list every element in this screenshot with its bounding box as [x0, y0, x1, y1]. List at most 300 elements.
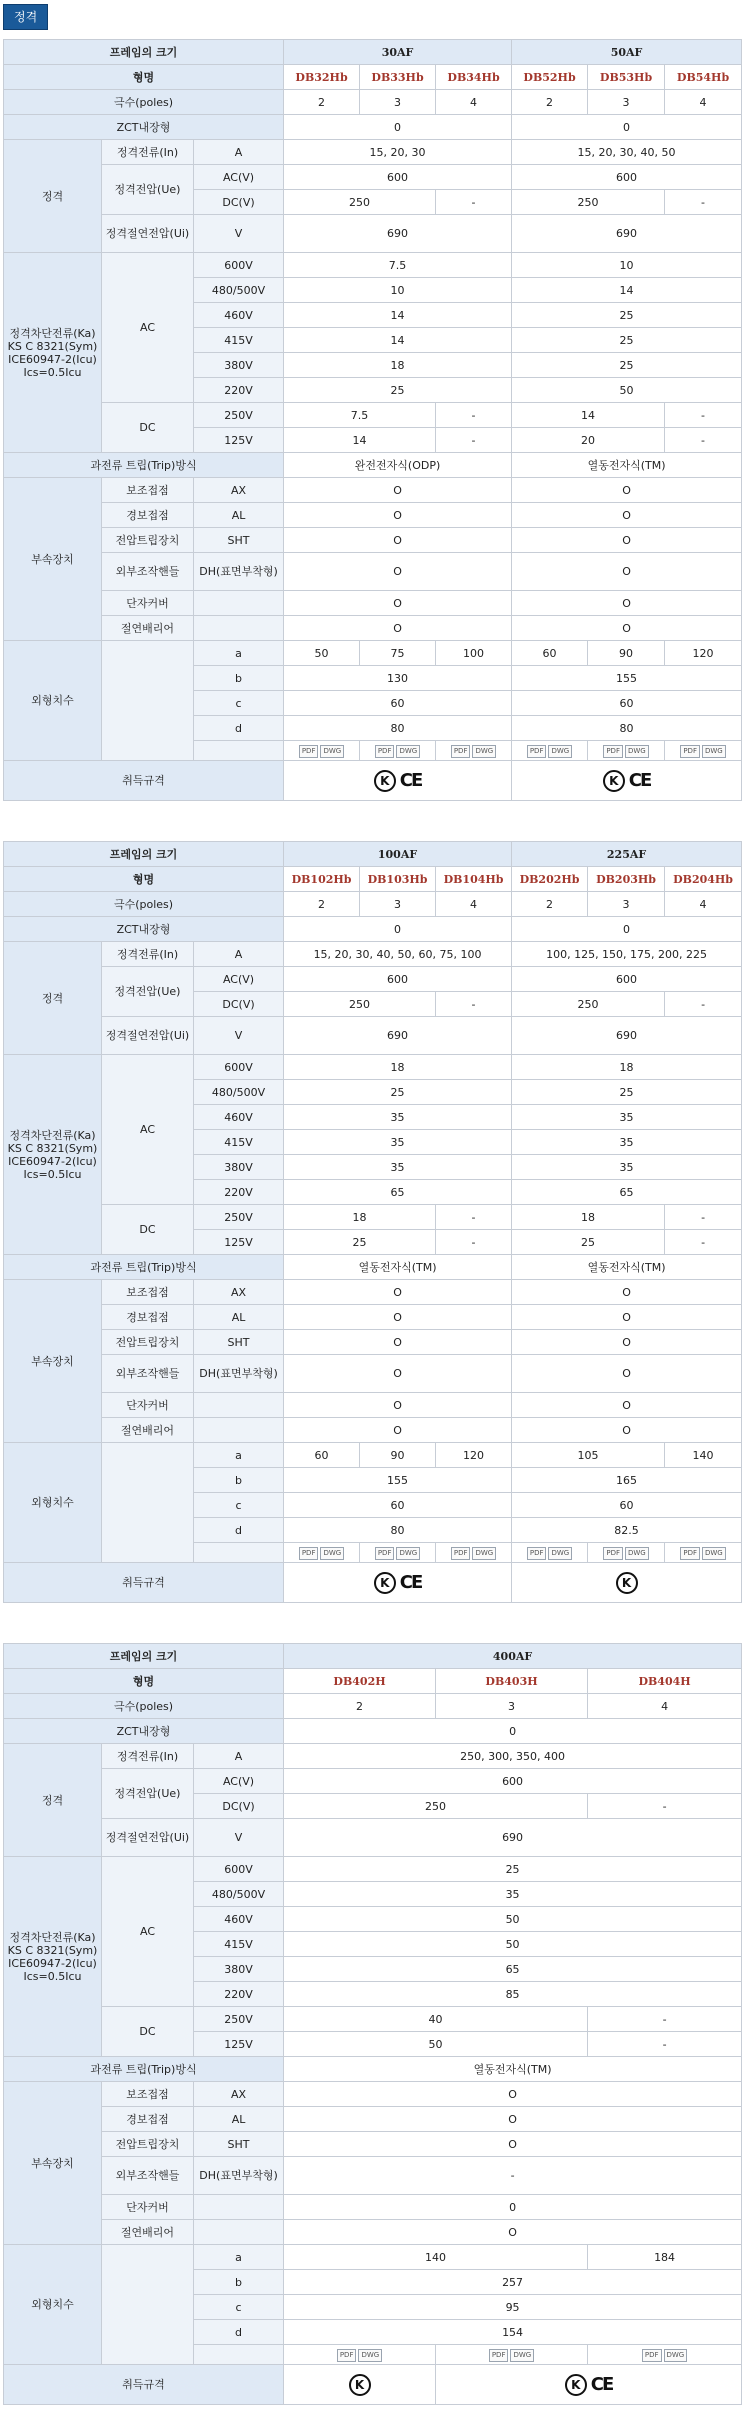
rated-current-value: 15, 20, 30: [284, 140, 512, 165]
dim-a-value: 140: [665, 1443, 742, 1468]
ac-breaking-value: 10: [512, 253, 742, 278]
external-handle-label: 외부조작핸들: [102, 1355, 194, 1393]
terminal-cover-label: 단자커버: [102, 591, 194, 616]
dash: -: [665, 428, 742, 453]
certification-marks: [284, 761, 512, 801]
accessory-value: O: [284, 478, 512, 503]
dim-b-label: b: [194, 2270, 284, 2295]
rated-current-value: 15, 20, 30, 40, 50: [512, 140, 742, 165]
dc-label: DC: [102, 1205, 194, 1255]
dc-breaking-value: 14: [284, 428, 436, 453]
dimensions-label: 외형치수: [4, 1443, 102, 1563]
external-handle-label: 외부조작핸들: [102, 553, 194, 591]
dwg-download-link[interactable]: DWG: [702, 745, 726, 758]
dwg-download-link[interactable]: DWG: [548, 745, 572, 758]
ac-breaking-value: 65: [284, 1180, 512, 1205]
volt-600: 600V: [194, 253, 284, 278]
dwg-download-link[interactable]: DWG: [472, 745, 496, 758]
empty-cell: [194, 1418, 284, 1443]
dash: -: [665, 190, 742, 215]
dim-a-value: 60: [512, 641, 588, 666]
pdf-download-link[interactable]: PDF: [603, 745, 623, 758]
accessory-value: O: [512, 616, 742, 641]
spec-table-30af-50af: [3, 39, 742, 801]
empty-cell: [102, 641, 194, 761]
rated-current-value: 15, 20, 30, 40, 50, 60, 75, 100: [284, 942, 512, 967]
ce-mark-icon: CE: [628, 770, 651, 791]
code-al: AL: [194, 2107, 284, 2132]
alarm-contact-label: 경보접점: [102, 503, 194, 528]
accessory-value: O: [284, 591, 512, 616]
zct-label: ZCT내장형: [4, 115, 284, 140]
external-handle-label: 외부조작핸들: [102, 2157, 194, 2195]
dwg-download-link[interactable]: DWG: [510, 2349, 534, 2362]
ac-breaking-value: 18: [284, 353, 512, 378]
dc-breaking-value: 20: [512, 428, 665, 453]
ac-breaking-value: 35: [512, 1130, 742, 1155]
poles-label: 극수(poles): [4, 90, 284, 115]
accessory-value: O: [512, 1393, 742, 1418]
pdf-download-link[interactable]: PDF: [299, 1547, 319, 1560]
dim-a-value: 100: [436, 641, 512, 666]
dwg-download-link[interactable]: DWG: [320, 1547, 344, 1560]
zct-value: 0: [512, 917, 742, 942]
pdf-download-link[interactable]: PDF: [375, 745, 395, 758]
unit-a: A: [194, 140, 284, 165]
dash: -: [588, 2007, 742, 2032]
dim-c-value: 60: [284, 691, 512, 716]
aux-contact-label: 보조접점: [102, 478, 194, 503]
ac-label: AC: [102, 1055, 194, 1205]
rated-voltage-label: 정격전압(Ue): [102, 165, 194, 215]
poles-value: 3: [360, 90, 436, 115]
dim-b-label: b: [194, 1468, 284, 1493]
accessory-value: O: [284, 1393, 512, 1418]
frame-400af: 400AF: [284, 1644, 742, 1669]
dim-c-value: 60: [284, 1493, 512, 1518]
code-al: AL: [194, 503, 284, 528]
accessory-value: O: [284, 1418, 512, 1443]
insulation-barrier-label: 절연배리어: [102, 2220, 194, 2245]
dim-b-value: 155: [284, 1468, 512, 1493]
accessory-value: O: [512, 553, 742, 591]
ks-mark-icon: K: [349, 2374, 371, 2396]
poles-label: 극수(poles): [4, 892, 284, 917]
model-db402h: DB402H: [284, 1669, 436, 1694]
pdf-download-link[interactable]: PDF: [451, 1547, 471, 1560]
dim-c-value: 60: [512, 1493, 742, 1518]
dwg-download-link[interactable]: DWG: [320, 745, 344, 758]
dwg-download-link[interactable]: DWG: [472, 1547, 496, 1560]
volt-415: 415V: [194, 1932, 284, 1957]
accessory-value: 0: [284, 2195, 742, 2220]
unit-v: V: [194, 1017, 284, 1055]
pdf-download-link[interactable]: PDF: [642, 2349, 662, 2362]
poles-value: 2: [284, 1694, 436, 1719]
trip-method-label: 과전류 트립(Trip)방식: [4, 453, 284, 478]
accessory-value: O: [284, 2220, 742, 2245]
volt-220: 220V: [194, 1982, 284, 2007]
pdf-download-link[interactable]: PDF: [489, 2349, 509, 2362]
code-dh: DH(표면부착형): [194, 2157, 284, 2195]
poles-value: 4: [588, 1694, 742, 1719]
ks-mark-icon: K: [374, 1572, 396, 1594]
ac-breaking-value: 35: [284, 1882, 742, 1907]
insulation-barrier-label: 절연배리어: [102, 616, 194, 641]
volt-220: 220V: [194, 378, 284, 403]
download-cell: [436, 2345, 588, 2365]
volt-380: 380V: [194, 1155, 284, 1180]
dash: -: [588, 1794, 742, 1819]
accessory-value: O: [284, 616, 512, 641]
ac-breaking-value: 25: [284, 1080, 512, 1105]
dim-a-value: 184: [588, 2245, 742, 2270]
empty-cell: [102, 1443, 194, 1563]
download-cell: [284, 741, 360, 761]
accessory-value: O: [512, 1305, 742, 1330]
accessories-label: 부속장치: [4, 478, 102, 641]
ac-breaking-value: 35: [284, 1130, 512, 1155]
accessory-value: O: [284, 1355, 512, 1393]
volt-480: 480/500V: [194, 1882, 284, 1907]
ce-mark-icon: CE: [590, 2374, 613, 2395]
certification-label: 취득규격: [4, 1563, 284, 1603]
trip-method-label: 과전류 트립(Trip)방식: [4, 1255, 284, 1280]
volt-415: 415V: [194, 1130, 284, 1155]
dash: -: [665, 992, 742, 1017]
certification-marks: [284, 2365, 436, 2405]
ks-standard: KS C 8321(Sym): [7, 339, 98, 353]
pdf-download-link[interactable]: PDF: [603, 1547, 623, 1560]
dc-breaking-value: 25: [284, 1230, 436, 1255]
download-cell: [284, 1543, 360, 1563]
dash: -: [436, 1205, 512, 1230]
rated-voltage-value: 600: [512, 967, 742, 992]
dim-a-label: a: [194, 1443, 284, 1468]
dwg-download-link[interactable]: DWG: [702, 1547, 726, 1560]
zct-value: 0: [284, 917, 512, 942]
volt-600: 600V: [194, 1055, 284, 1080]
dwg-download-link[interactable]: DWG: [396, 1547, 420, 1560]
ac-label: AC: [102, 1857, 194, 2007]
spec-table-400af: [3, 1643, 742, 2405]
dc-breaking-value: 50: [284, 2032, 588, 2057]
dimensions-label: 외형치수: [4, 2245, 102, 2365]
model-db53hb: DB53Hb: [588, 65, 665, 90]
ks-standard: KS C 8321(Sym): [7, 1943, 98, 1957]
poles-value: 2: [284, 892, 360, 917]
accessory-value: O: [284, 503, 512, 528]
poles-value: 3: [588, 90, 665, 115]
volt-125: 125V: [194, 428, 284, 453]
dim-a-value: 50: [284, 641, 360, 666]
trip-method-value: 완전전자식(ODP): [284, 453, 512, 478]
ac-breaking-value: 25: [284, 378, 512, 403]
poles-value: 4: [436, 892, 512, 917]
poles-value: 2: [512, 90, 588, 115]
insulation-voltage-value: 690: [284, 1017, 512, 1055]
download-cell: [360, 741, 436, 761]
dim-b-value: 165: [512, 1468, 742, 1493]
model-db204hb: DB204Hb: [665, 867, 742, 892]
trip-method-value: 열동전자식(TM): [512, 1255, 742, 1280]
dim-b-value: 130: [284, 666, 512, 691]
dwg-download-link[interactable]: DWG: [548, 1547, 572, 1560]
dwg-download-link[interactable]: DWG: [664, 2349, 688, 2362]
download-cell: [665, 1543, 742, 1563]
accessory-value: O: [284, 1280, 512, 1305]
dash: -: [665, 1205, 742, 1230]
dim-d-value: 80: [284, 716, 512, 741]
insulation-voltage-label: 정격절연전압(Ui): [102, 1819, 194, 1857]
accessory-value: O: [512, 503, 742, 528]
unit-dc-v: DC(V): [194, 1794, 284, 1819]
dc-breaking-value: 14: [512, 403, 665, 428]
model-db202hb: DB202Hb: [512, 867, 588, 892]
pdf-download-link[interactable]: PDF: [375, 1547, 395, 1560]
iec-standard: ICE60947-2(Icu): [8, 1956, 97, 1970]
accessory-value: O: [284, 1330, 512, 1355]
code-sht: SHT: [194, 1330, 284, 1355]
accessory-value: O: [284, 2132, 742, 2157]
code-al: AL: [194, 1305, 284, 1330]
unit-a: A: [194, 942, 284, 967]
dim-d-value: 82.5: [512, 1518, 742, 1543]
insulation-barrier-label: 절연배리어: [102, 1418, 194, 1443]
dim-d-label: d: [194, 1518, 284, 1543]
trip-method-label: 과전류 트립(Trip)방식: [4, 2057, 284, 2082]
code-sht: SHT: [194, 528, 284, 553]
breaking-current-label: [4, 253, 102, 453]
dim-b-value: 155: [512, 666, 742, 691]
dim-d-value: 154: [284, 2320, 742, 2345]
dash: -: [436, 190, 512, 215]
insulation-voltage-value: 690: [512, 1017, 742, 1055]
download-cell: [665, 741, 742, 761]
ac-breaking-value: 14: [512, 278, 742, 303]
volt-250: 250V: [194, 2007, 284, 2032]
frame-50af: 50AF: [512, 40, 742, 65]
poles-value: 3: [436, 1694, 588, 1719]
breaking-current-title: 정격차단전류(Ka): [9, 326, 96, 340]
ks-mark-icon: K: [565, 2374, 587, 2396]
dc-voltage-value: 250: [284, 992, 436, 1017]
download-cell: [588, 741, 665, 761]
ics-note: Ics=0.5Icu: [23, 1969, 82, 1983]
ce-mark-icon: CE: [399, 770, 422, 791]
ac-breaking-value: 7.5: [284, 253, 512, 278]
dimensions-label: 외형치수: [4, 641, 102, 761]
ac-breaking-value: 65: [512, 1180, 742, 1205]
rated-current-value: 250, 300, 350, 400: [284, 1744, 742, 1769]
pdf-download-link[interactable]: PDF: [527, 1547, 547, 1560]
terminal-cover-label: 단자커버: [102, 1393, 194, 1418]
insulation-voltage-value: 690: [284, 1819, 742, 1857]
dim-a-value: 90: [588, 641, 665, 666]
rated-voltage-value: 600: [284, 165, 512, 190]
model-db34hb: DB34Hb: [436, 65, 512, 90]
dc-breaking-value: 7.5: [284, 403, 436, 428]
volt-250: 250V: [194, 1205, 284, 1230]
pdf-download-link[interactable]: PDF: [299, 745, 319, 758]
unit-dc-v: DC(V): [194, 190, 284, 215]
empty-cell: [194, 591, 284, 616]
dim-a-value: 140: [284, 2245, 588, 2270]
frame-size-label: 프레임의 크기: [4, 1644, 284, 1669]
breaking-current-label: [4, 1857, 102, 2057]
ac-breaking-value: 10: [284, 278, 512, 303]
ac-breaking-value: 35: [284, 1105, 512, 1130]
dim-d-value: 80: [512, 716, 742, 741]
ac-breaking-value: 50: [512, 378, 742, 403]
empty-cell: [194, 616, 284, 641]
poles-label: 극수(poles): [4, 1694, 284, 1719]
shunt-trip-label: 전압트립장치: [102, 528, 194, 553]
download-cell: [284, 2345, 436, 2365]
ac-breaking-value: 50: [284, 1932, 742, 1957]
empty-cell: [194, 2195, 284, 2220]
frame-225af: 225AF: [512, 842, 742, 867]
poles-value: 4: [436, 90, 512, 115]
volt-480: 480/500V: [194, 278, 284, 303]
volt-125: 125V: [194, 1230, 284, 1255]
certification-label: 취득규격: [4, 761, 284, 801]
ac-breaking-value: 35: [512, 1155, 742, 1180]
download-cell: [588, 2345, 742, 2365]
certification-label: 취득규격: [4, 2365, 284, 2405]
zct-label: ZCT내장형: [4, 1719, 284, 1744]
empty-cell: [194, 2345, 284, 2365]
dim-a-value: 120: [436, 1443, 512, 1468]
dc-breaking-value: 18: [284, 1205, 436, 1230]
download-cell: [512, 741, 588, 761]
volt-125: 125V: [194, 2032, 284, 2057]
dwg-download-link[interactable]: DWG: [396, 745, 420, 758]
accessory-value: -: [284, 2157, 742, 2195]
model-db102hb: DB102Hb: [284, 867, 360, 892]
accessory-value: O: [512, 591, 742, 616]
download-cell: [512, 1543, 588, 1563]
ac-breaking-value: 25: [512, 303, 742, 328]
certification-marks: [436, 2365, 742, 2405]
iec-standard: ICE60947-2(Icu): [8, 352, 97, 366]
accessory-value: O: [284, 1305, 512, 1330]
download-cell: [588, 1543, 665, 1563]
dim-a-value: 105: [512, 1443, 665, 1468]
dc-voltage-value: 250: [284, 190, 436, 215]
accessory-value: O: [512, 528, 742, 553]
accessory-value: O: [512, 1280, 742, 1305]
volt-600: 600V: [194, 1857, 284, 1882]
trip-method-value: 열동전자식(TM): [512, 453, 742, 478]
ac-breaking-value: 35: [512, 1105, 742, 1130]
dim-a-label: a: [194, 2245, 284, 2270]
trip-method-value: 열동전자식(TM): [284, 2057, 742, 2082]
unit-a: A: [194, 1744, 284, 1769]
zct-value: 0: [284, 115, 512, 140]
code-ax: AX: [194, 2082, 284, 2107]
accessory-value: O: [512, 478, 742, 503]
aux-contact-label: 보조접점: [102, 1280, 194, 1305]
unit-dc-v: DC(V): [194, 992, 284, 1017]
pdf-download-link[interactable]: PDF: [680, 745, 700, 758]
poles-value: 4: [665, 90, 742, 115]
volt-220: 220V: [194, 1180, 284, 1205]
code-dh: DH(표면부착형): [194, 1355, 284, 1393]
dim-c-label: c: [194, 1493, 284, 1518]
ics-note: Ics=0.5Icu: [23, 365, 82, 379]
ac-breaking-value: 25: [284, 1857, 742, 1882]
pdf-download-link[interactable]: PDF: [451, 745, 471, 758]
model-db52hb: DB52Hb: [512, 65, 588, 90]
rating-label: 정격: [4, 942, 102, 1055]
accessory-value: O: [284, 2082, 742, 2107]
dwg-download-link[interactable]: DWG: [625, 745, 649, 758]
rated-current-label: 정격전류(In): [102, 942, 194, 967]
ac-label: AC: [102, 253, 194, 403]
zct-value: 0: [284, 1719, 742, 1744]
ac-breaking-value: 35: [284, 1155, 512, 1180]
empty-cell: [194, 2220, 284, 2245]
dim-d-label: d: [194, 716, 284, 741]
dwg-download-link[interactable]: DWG: [625, 1547, 649, 1560]
empty-cell: [194, 741, 284, 761]
code-ax: AX: [194, 478, 284, 503]
dc-voltage-value: 250: [284, 1794, 588, 1819]
model-db54hb: DB54Hb: [665, 65, 742, 90]
pdf-download-link[interactable]: PDF: [680, 1547, 700, 1560]
zct-label: ZCT내장형: [4, 917, 284, 942]
volt-380: 380V: [194, 353, 284, 378]
ks-mark-icon: K: [603, 770, 625, 792]
model-db404h: DB404H: [588, 1669, 742, 1694]
accessory-value: O: [284, 553, 512, 591]
dim-d-value: 80: [284, 1518, 512, 1543]
rating-label: 정격: [4, 1744, 102, 1857]
model-label: 형명: [4, 1669, 284, 1694]
code-dh: DH(표면부착형): [194, 553, 284, 591]
dwg-download-link[interactable]: DWG: [358, 2349, 382, 2362]
rated-voltage-value: 600: [284, 1769, 742, 1794]
pdf-download-link[interactable]: PDF: [337, 2349, 357, 2362]
dim-c-label: c: [194, 2295, 284, 2320]
breaking-current-label: [4, 1055, 102, 1255]
unit-v: V: [194, 215, 284, 253]
alarm-contact-label: 경보접점: [102, 2107, 194, 2132]
certification-marks: [512, 1563, 742, 1603]
tab-rating[interactable]: 정격: [3, 4, 48, 30]
accessories-label: 부속장치: [4, 2082, 102, 2245]
unit-ac-v: AC(V): [194, 967, 284, 992]
model-db103hb: DB103Hb: [360, 867, 436, 892]
dc-label: DC: [102, 403, 194, 453]
ac-breaking-value: 50: [284, 1907, 742, 1932]
dc-breaking-value: 40: [284, 2007, 588, 2032]
pdf-download-link[interactable]: PDF: [527, 745, 547, 758]
iec-standard: ICE60947-2(Icu): [8, 1154, 97, 1168]
accessories-label: 부속장치: [4, 1280, 102, 1443]
volt-460: 460V: [194, 303, 284, 328]
rated-voltage-value: 600: [284, 967, 512, 992]
dash: -: [436, 1230, 512, 1255]
model-db203hb: DB203Hb: [588, 867, 665, 892]
ac-breaking-value: 25: [512, 1080, 742, 1105]
dim-a-value: 75: [360, 641, 436, 666]
ks-mark-icon: K: [374, 770, 396, 792]
dim-a-label: a: [194, 641, 284, 666]
rated-current-label: 정격전류(In): [102, 1744, 194, 1769]
volt-480: 480/500V: [194, 1080, 284, 1105]
